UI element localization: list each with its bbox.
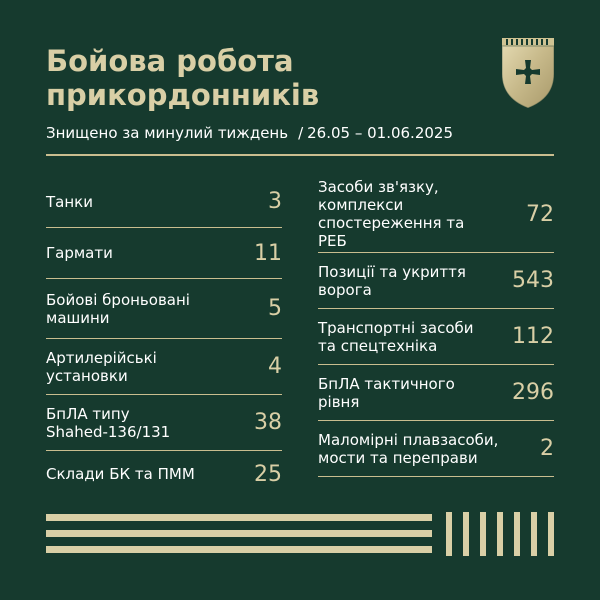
stripe bbox=[46, 546, 432, 553]
stat-row-tactical-uav bbox=[318, 365, 554, 421]
stripe bbox=[46, 530, 432, 537]
title-line-1: Бойова робота bbox=[46, 44, 294, 78]
stat-label: БпЛА тактичного рівня bbox=[318, 374, 455, 411]
stat-value: 2 bbox=[540, 436, 554, 461]
subtitle-period: 26.05 – 01.06.2025 bbox=[307, 124, 454, 142]
stat-label: Гармати bbox=[46, 244, 113, 262]
stat-row-small-boats bbox=[318, 421, 554, 477]
stat-label: Засоби зв'язку, комплекси спостереження та РЕБ bbox=[318, 178, 465, 250]
stat-label: Артилерійські установки bbox=[46, 348, 157, 385]
left-stats-column bbox=[46, 176, 282, 497]
stat-row-vehicles bbox=[318, 309, 554, 365]
stat-label: Транспортні засоби та спецтехніка bbox=[318, 318, 474, 355]
bar bbox=[446, 512, 452, 556]
stat-row-shahed bbox=[46, 395, 282, 451]
stat-row-tanks bbox=[46, 176, 282, 228]
stat-value: 543 bbox=[512, 268, 554, 293]
bar bbox=[463, 512, 469, 556]
right-stats-column bbox=[318, 176, 554, 477]
stat-value: 72 bbox=[526, 201, 554, 227]
stat-value: 4 bbox=[268, 354, 282, 379]
stat-row-guns bbox=[46, 228, 282, 279]
stat-label: Бойові броньовані машини bbox=[46, 290, 190, 327]
stat-value: 38 bbox=[254, 410, 282, 435]
subtitle-separator: / bbox=[298, 124, 304, 142]
stat-label: Маломірні плавзасоби, мости та переправи bbox=[318, 430, 499, 467]
stat-value: 11 bbox=[254, 240, 282, 266]
bar bbox=[531, 512, 537, 556]
stat-value: 112 bbox=[512, 324, 554, 349]
stat-row-ammo-depots bbox=[46, 451, 282, 497]
stat-row-positions bbox=[318, 253, 554, 309]
border-guard-shield-cross-icon bbox=[500, 34, 556, 110]
subtitle-text: Знищено за минулий тиждень bbox=[46, 124, 289, 142]
stat-label: Позиції та укриття ворога bbox=[318, 262, 466, 299]
stripe bbox=[46, 514, 432, 521]
decorative-bars bbox=[446, 512, 556, 556]
bar bbox=[497, 512, 503, 556]
stat-value: 296 bbox=[512, 380, 554, 405]
stat-row-armored-vehicles bbox=[46, 279, 282, 339]
bar bbox=[514, 512, 520, 556]
bar bbox=[480, 512, 486, 556]
stat-value: 5 bbox=[268, 296, 282, 321]
stat-row-comms-ew bbox=[318, 176, 554, 253]
stat-value: 25 bbox=[254, 461, 282, 487]
stat-label: БпЛА типу Shahed-136/131 bbox=[46, 404, 171, 441]
stat-label: Танки bbox=[46, 192, 93, 211]
decorative-stripes bbox=[46, 512, 432, 556]
title-line-2: прикордонників bbox=[46, 78, 320, 112]
stat-row-artillery bbox=[46, 339, 282, 395]
bar bbox=[548, 512, 554, 556]
header-divider bbox=[46, 154, 554, 156]
stat-label: Склади БК та ПММ bbox=[46, 465, 195, 483]
subtitle bbox=[46, 124, 453, 142]
stat-value: 3 bbox=[268, 189, 282, 214]
page-title bbox=[46, 44, 319, 112]
